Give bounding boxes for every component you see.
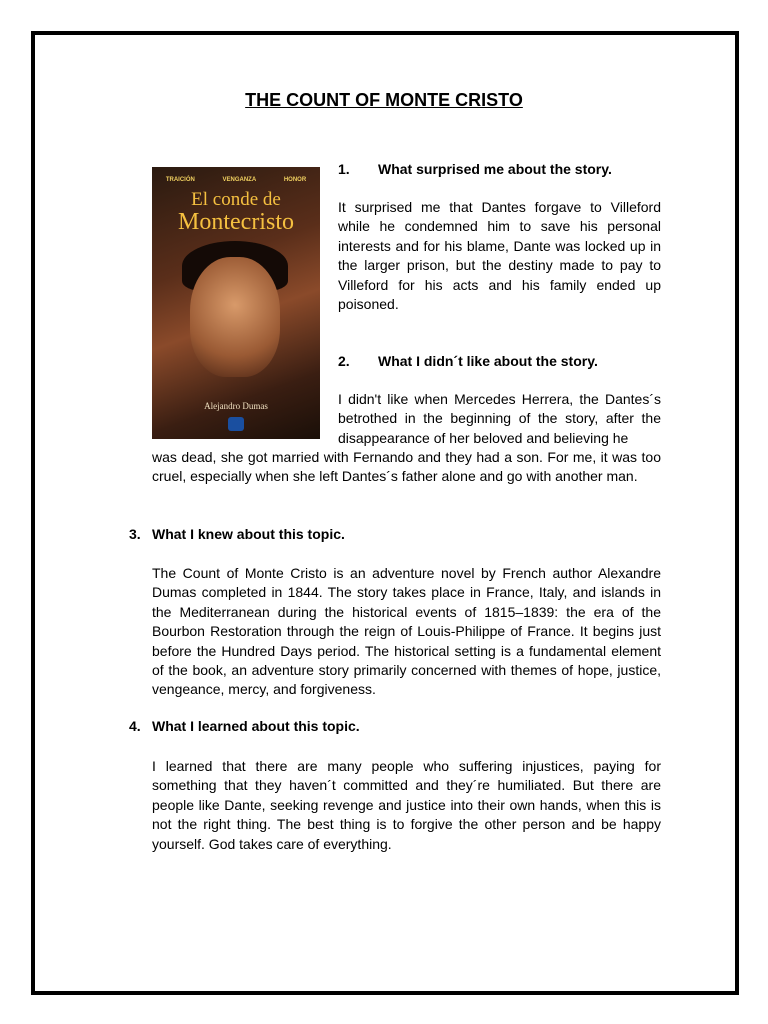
section-4-number: 4. [129, 718, 141, 734]
section-1-number: 1. [338, 161, 350, 177]
cover-tag: VENGANZA [222, 177, 257, 183]
section-3-heading [129, 526, 345, 542]
cover-title-line2: Montecristo [178, 209, 294, 235]
section-2-body-wrap: I didn't like when Mercedes Herrera, the Dantes´s betrothed in the beginning of the story, after the disappearance of her beloved and believing he [338, 391, 661, 446]
section-2-heading-text: What I didn´t like about the story. [378, 353, 598, 369]
section-3-number: 3. [129, 526, 141, 542]
cover-author: Alejandro Dumas [204, 401, 268, 411]
page-title: THE COUNT OF MONTE CRISTO [245, 90, 523, 110]
cover-tags [152, 177, 320, 183]
section-2-body-full: was dead, she got married with Fernando and they had a son. For me, it was too cruel, especially when she left Dantes´s father alone and go with another man. [152, 449, 661, 485]
section-3-body: The Count of Monte Cristo is an adventure novel by French author Alexandre Dumas completed in 1844. The story takes place in France, Italy, and islands in the Mediterranean during the historical events of 1815–1839: the era of the Bourbon Restoration through the reign of Louis-Philippe of France. It begins just before the Hundred Days period. The historical setting is a fundamental element of the book, an adventure story primarily concerned with themes of hope, justice, vengeance, mercy, and forgiveness. [152, 565, 661, 698]
section-4-body: I learned that there are many people who suffering injustices, paying for something that they haven´t committed and they´re humiliated. But there are people like Dante, seeking revenge and justice into their own hands, when this is not the right thing. The best thing is to forgive the other person and be happy yourself. God takes care of everything. [152, 758, 661, 852]
section-1-heading-text: What surprised me about the story. [378, 161, 612, 177]
section-3-heading-text: What I knew about this topic. [152, 526, 345, 542]
section-4-heading [129, 718, 360, 734]
section-2-number: 2. [338, 353, 350, 369]
publisher-logo-icon [228, 417, 244, 431]
cover-portrait [190, 257, 280, 377]
section-1-heading [338, 161, 612, 177]
cover-title-line1: El conde de [191, 189, 281, 210]
section-2-heading [338, 353, 598, 369]
cover-tag: HONOR [283, 177, 307, 183]
section-4-heading-text: What I learned about this topic. [152, 718, 360, 734]
cover-tag: TRAICIÓN [165, 177, 195, 183]
section-1-body: It surprised me that Dantes forgave to Villeford while he condemned him to save his personal interests and for his blame, Dante was locked up in the larger prison, but the destiny made to pay to Villeford for his acts and his family ended up poisoned. [338, 199, 661, 313]
book-cover-image [152, 167, 320, 439]
